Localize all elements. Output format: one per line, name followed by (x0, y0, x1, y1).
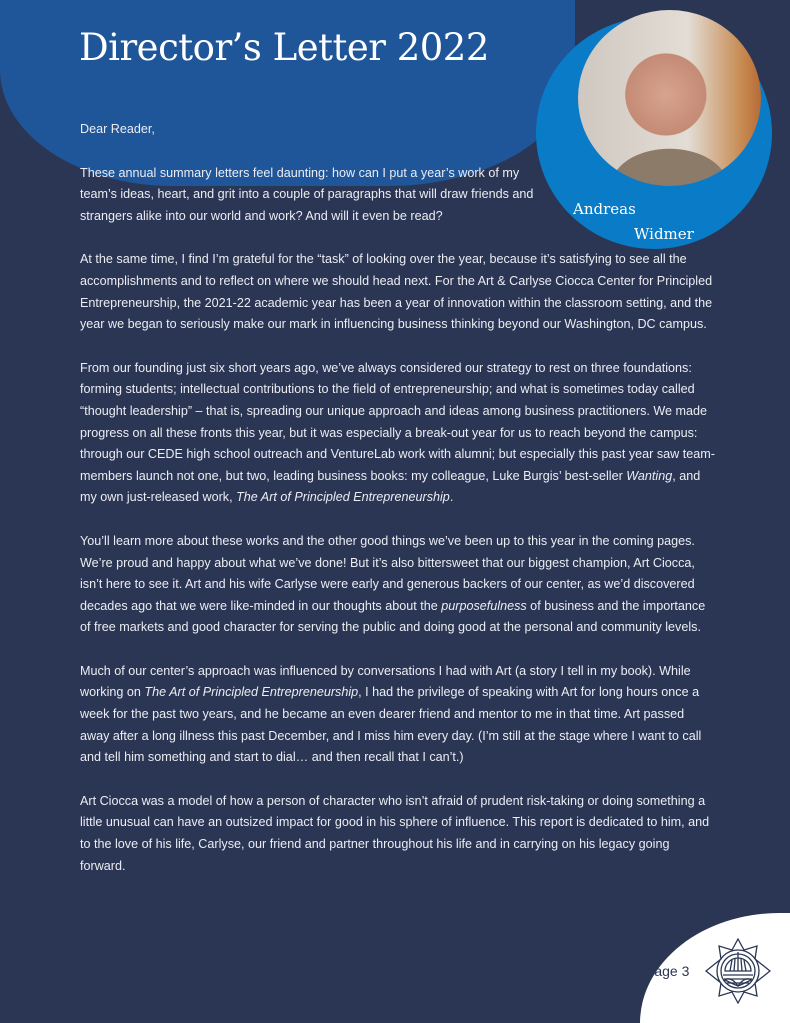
compass-dome-seal-icon (705, 938, 771, 1004)
text: You’ll learn more about these works and the other good things we’ve been up to this year in the coming pages. We’re proud and happy about what we’ve done! But it’s also bittersweet that our biggest champion, Art Ciocca, isn’t here to see it. Art and his wife Carlyse were early and generous backers of our center, as we’d discovered decades ago that we were like-minded in our thoughts about the (80, 533, 695, 613)
paragraph-2: At the same time, I find I’m grateful for the “task” of looking over the year, because it’s satisfying to see all the accomplishments and to reflect on where we should head next. For the Art & Carlyse Ciocca Center for Principled Entrepreneurship, the 2021-22 academic year has been a year of innovation within the classroom setting, and the year we began to seriously make our mark in influencing business thinking beyond our Washington, DC campus. (80, 252, 713, 332)
text: , and my own just-released work, (80, 468, 701, 505)
text: Much of our center’s approach was influenced by conversations I had with Art (a story I tell in my book). While working on (80, 663, 691, 700)
paragraph-5 (80, 661, 716, 769)
emphasis: purposefulness (441, 598, 527, 613)
portrait-first-name: Andreas (573, 200, 636, 218)
book-title: Wanting (626, 468, 673, 483)
text: , I had the privilege of speaking with Art for long hours once a week for the past two years, and he became an even dearer friend and mentor to me in that time. Art passed away after a long illness this past December, and I miss him every day. (I’m still at the stage where I want to call and tell him something and start to dial… and then recall that I can’t.) (80, 685, 702, 765)
paragraph-3 (80, 358, 716, 509)
page-number: Page 3 (645, 963, 690, 979)
page-title: Director’s Letter 2022 (79, 26, 489, 69)
text: From our founding just six short years ago, we’ve always considered our strategy to rest on three foundations: forming students; intellectual contributions to the field of entrepreneurship; and what is sometimes today called “thought leadership” – that is, spreading our unique approach and ideas among business practitioners. We made progress on all these fronts this year, but it was especially a break-out year for us to reach beyond the campus: through our CEDE high school outreach and VentureLab work with alumni; but especially this past year saw team-members launch not one, but two, leading business books: my colleague, Luke Burgis’ best-seller (80, 360, 715, 483)
paragraph-4 (80, 531, 716, 639)
paragraph-6: Art Ciocca was a model of how a person of character who isn’t afraid of prudent risk-taking or doing something a little unusual can have an outsized impact for good in his sphere of influence. This report is dedicated to him, and to the love of his life, Carlyse, our friend and partner throughout his life and in carrying on his legacy going forward. (80, 793, 710, 873)
portrait-last-name: Widmer (634, 225, 694, 243)
salutation: Dear Reader, (80, 122, 155, 136)
paragraph-1: These annual summary letters feel daunting: how can I put a year’s work of my team’s ideas, heart, and grit into a couple of paragraphs that will draw friends and strangers alike into our world and work? And will it even be read? (80, 165, 534, 223)
letter-body (80, 119, 716, 899)
book-title: The Art of Principled Entrepreneurship (236, 490, 450, 505)
text: of business and the importance of free markets and good character for serving the public and doing good at the personal and community levels. (80, 598, 706, 635)
text: . (449, 490, 454, 505)
book-title: The Art of Principled Entrepreneurship (144, 685, 359, 700)
